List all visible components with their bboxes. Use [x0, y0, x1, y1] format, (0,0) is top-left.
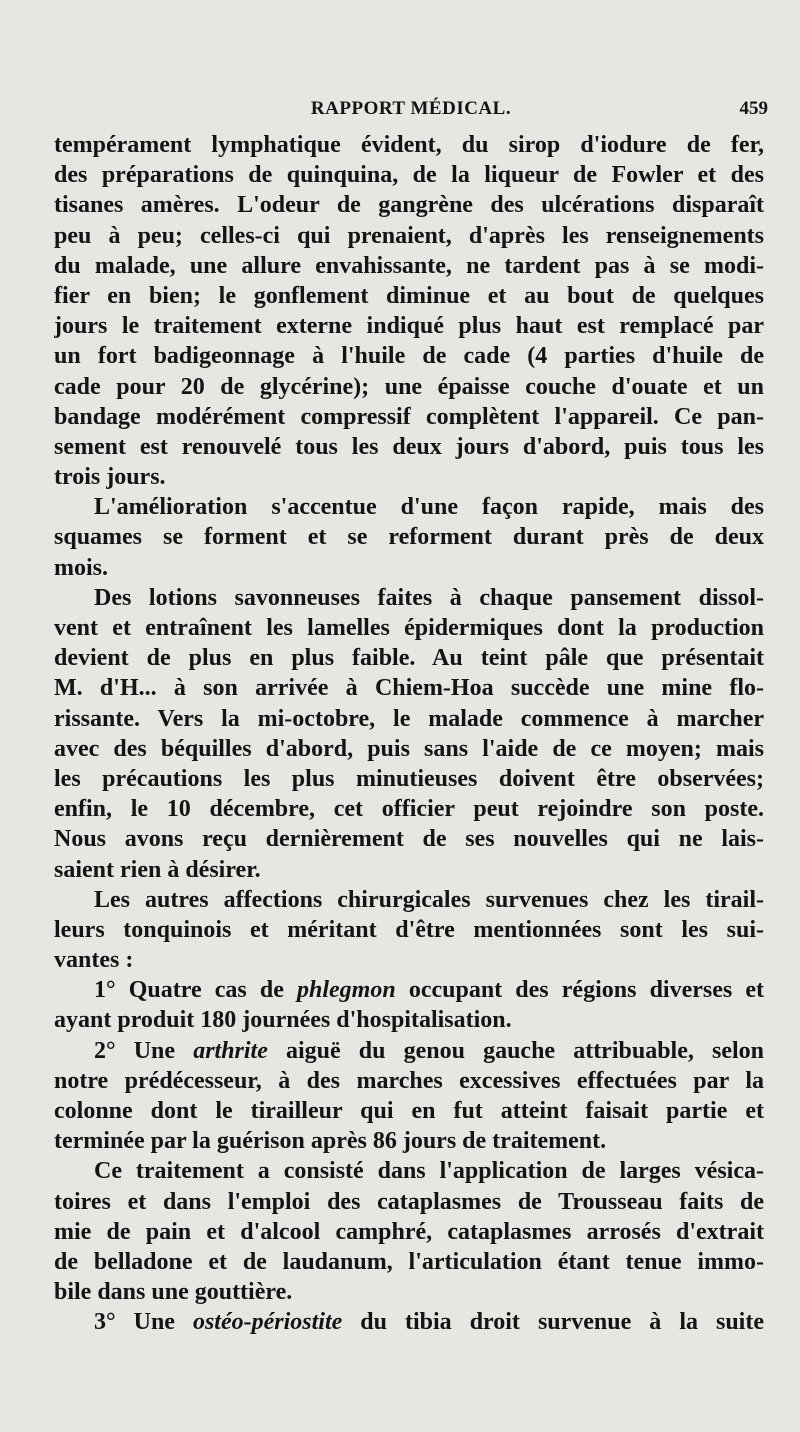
text-line: de belladone et de laudanum, l'articulation étant tenue immo- — [54, 1248, 764, 1275]
text-line: bile dans une gouttière. — [54, 1279, 293, 1306]
text-run: du tibia droit survenue à la suite — [342, 1309, 764, 1336]
italic-term: phlegmon — [297, 977, 396, 1004]
text-line: des préparations de quinquina, de la liqueur de Fowler et des — [54, 162, 764, 189]
text-line: Ce traitement a consisté dans l'application de larges vésica- — [94, 1158, 764, 1185]
text-line: les précautions les plus minutieuses doivent être observées; — [54, 765, 764, 792]
text-line: enfin, le 10 décembre, cet officier peut rejoindre son poste. — [54, 796, 764, 823]
text-line: Des lotions savonneuses faites à chaque pansement dissol- — [94, 584, 764, 611]
text-line: un fort badigeonnage à l'huile de cade (4 parties d'huile de — [54, 343, 764, 370]
page-number: 459 — [739, 98, 768, 119]
text-line: peu à peu; celles-ci qui prenaient, d'après les renseignements — [54, 222, 764, 249]
text-line: devient de plus en plus faible. Au teint pâle que présentait — [54, 645, 764, 672]
text-run: occupant des régions diverses et — [395, 977, 764, 1004]
text-line: fier en bien; le gonflement diminue et au bout de quelques — [54, 282, 764, 309]
text-line: mie de pain et d'alcool camphré, cataplasmes arrosés d'extrait — [54, 1218, 764, 1245]
italic-term: arthrite — [193, 1037, 268, 1064]
text-run: 3° Une — [94, 1309, 193, 1336]
italic-term: ostéo-périostite — [192, 1309, 343, 1336]
running-head: RAPPORT MÉDICAL. — [310, 98, 512, 119]
text-line — [54, 1036, 764, 1066]
text-line: mois. — [54, 554, 108, 581]
text-line: avec des béquilles d'abord, puis sans l'aide de ce moyen; mais — [54, 735, 764, 762]
text-line — [54, 1307, 764, 1337]
text-line: M. d'H... à son arrivée à Chiem-Hoa succède une mine flo- — [54, 675, 764, 702]
text-line: leurs tonquinois et méritant d'être mentionnées sont les sui- — [54, 916, 764, 943]
text-line: tisanes amères. L'odeur de gangrène des ulcérations disparaît — [54, 192, 764, 219]
text-line: sement est renouvelé tous les deux jours d'abord, puis tous les — [54, 433, 764, 460]
text-line — [54, 975, 764, 1005]
body-text — [54, 130, 764, 1338]
text-run: 1° Quatre cas de — [94, 977, 298, 1004]
text-line: trois jours. — [54, 464, 166, 491]
text-line: vantes : — [54, 947, 134, 974]
text-line: vent et entraînent les lamelles épidermiques dont la production — [54, 615, 764, 641]
text-line: toires et dans l'emploi des cataplasmes de Trousseau faits de — [54, 1188, 764, 1215]
text-line: saient rien à désirer. — [54, 856, 261, 883]
page-header — [54, 96, 768, 126]
text-line: bandage modérément compressif complètent l'appareil. Ce pan- — [54, 403, 764, 430]
text-line: notre prédécesseur, à des marches excessives effectuées par la — [54, 1067, 764, 1094]
text-run: 2° Une — [94, 1037, 194, 1064]
text-line: Les autres affections chirurgicales survenues chez les tirail- — [94, 886, 764, 913]
text-line: jours le traitement externe indiqué plus haut est remplacé par — [54, 313, 764, 340]
text-run: aiguë du genou gauche attribuable, selon — [267, 1037, 764, 1064]
text-line: colonne dont le tirailleur qui en fut atteint faisait partie et — [54, 1098, 764, 1124]
text-line: ayant produit 180 journées d'hospitalisation. — [54, 1007, 512, 1034]
text-line: du malade, une allure envahissante, ne tardent pas à se modi- — [54, 252, 764, 279]
text-line: rissante. Vers la mi-octobre, le malade commence à marcher — [54, 705, 764, 732]
text-line: L'amélioration s'accentue d'une façon rapide, mais des — [94, 494, 764, 521]
text-line: cade pour 20 de glycérine); une épaisse couche d'ouate et un — [54, 373, 764, 400]
text-line: terminée par la guérison après 86 jours de traitement. — [54, 1128, 607, 1155]
text-line: tempérament lymphatique évident, du sirop d'iodure de fer, — [54, 132, 764, 158]
text-line: squames se forment et se reforment durant près de deux — [54, 524, 764, 551]
text-line: Nous avons reçu dernièrement de ses nouvelles qui ne lais- — [54, 826, 764, 853]
